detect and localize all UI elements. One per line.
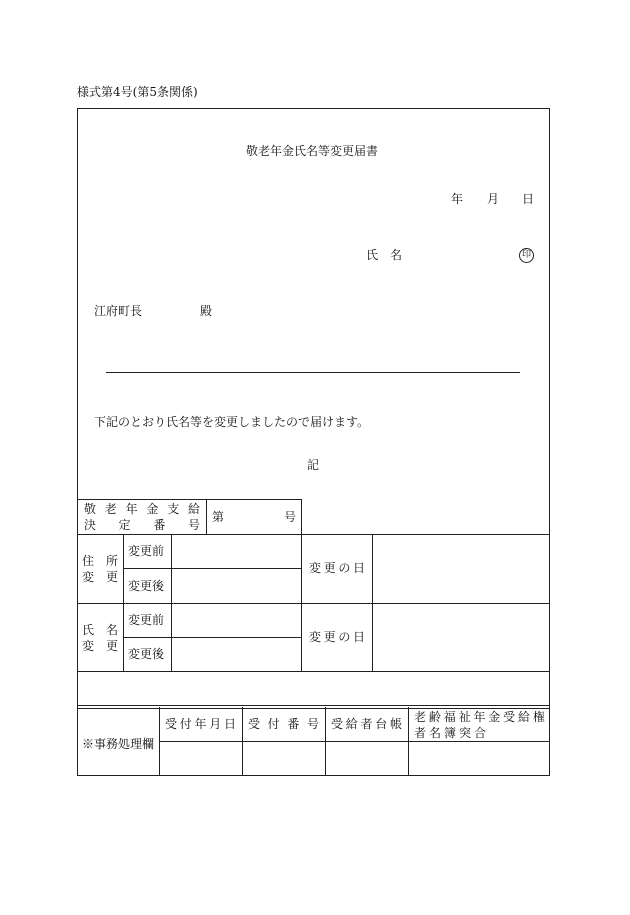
date-day-label: 日 — [522, 192, 535, 206]
seal-mark: 印 — [519, 248, 534, 263]
name-before-label: 変更前 — [128, 613, 165, 627]
office-col4-line2: 者 名 簿 突 合 — [414, 726, 486, 740]
grid-line — [77, 534, 550, 535]
name-label: 氏 名 — [366, 248, 403, 262]
office-col-received-number: 受 付 番 号 — [248, 717, 319, 731]
name-change-line2: 変 更 — [82, 639, 118, 653]
signature-line — [106, 372, 520, 373]
ki-label: 記 — [307, 458, 320, 472]
office-use-label: ※事務処理欄 — [82, 737, 155, 751]
office-col4-line1: 老 齢 福 祉 年 金 受 給 権 — [414, 710, 545, 724]
address-change-line1: 住 所 — [82, 554, 118, 568]
pension-label-line2: 決 定 番 号 — [84, 518, 200, 532]
gou-label: 号 — [284, 510, 297, 524]
date-month-label: 月 — [487, 192, 500, 206]
grid-line — [77, 603, 550, 604]
form-number: 様式第4号(第5条関係) — [77, 85, 198, 99]
grid-line — [77, 671, 550, 672]
grid-line — [206, 499, 207, 535]
form-title: 敬老年金氏名等変更届書 — [246, 144, 379, 158]
pension-label-line1: 敬 老 年 金 支 給 — [84, 502, 200, 516]
addressee-honorific: 殿 — [200, 304, 213, 318]
name-after-label: 変更後 — [128, 647, 165, 661]
grid-line — [159, 741, 550, 742]
grid-line — [301, 499, 302, 672]
dai-label: 第 — [212, 510, 225, 524]
office-col-recipient-ledger: 受 給 者 台 帳 — [331, 717, 402, 731]
address-before-label: 変更前 — [128, 544, 165, 558]
form-frame — [77, 108, 550, 776]
address-change-date-label: 変 更 の 日 — [309, 561, 365, 575]
name-change-date-label: 変 更 の 日 — [309, 630, 365, 644]
name-change-line1: 氏 名 — [82, 623, 118, 637]
grid-line — [123, 637, 301, 638]
grid-line — [77, 499, 301, 500]
statement-text: 下記のとおり氏名等を変更しましたので届けます。 — [94, 415, 370, 429]
addressee-office: 江府町長 — [94, 304, 143, 318]
grid-double-line — [77, 705, 550, 709]
grid-line — [123, 568, 301, 569]
date-year-label: 年 — [451, 192, 464, 206]
address-after-label: 変更後 — [128, 579, 165, 593]
office-col-received-date: 受 付 年 月 日 — [165, 717, 236, 731]
address-change-line2: 変 更 — [82, 570, 118, 584]
